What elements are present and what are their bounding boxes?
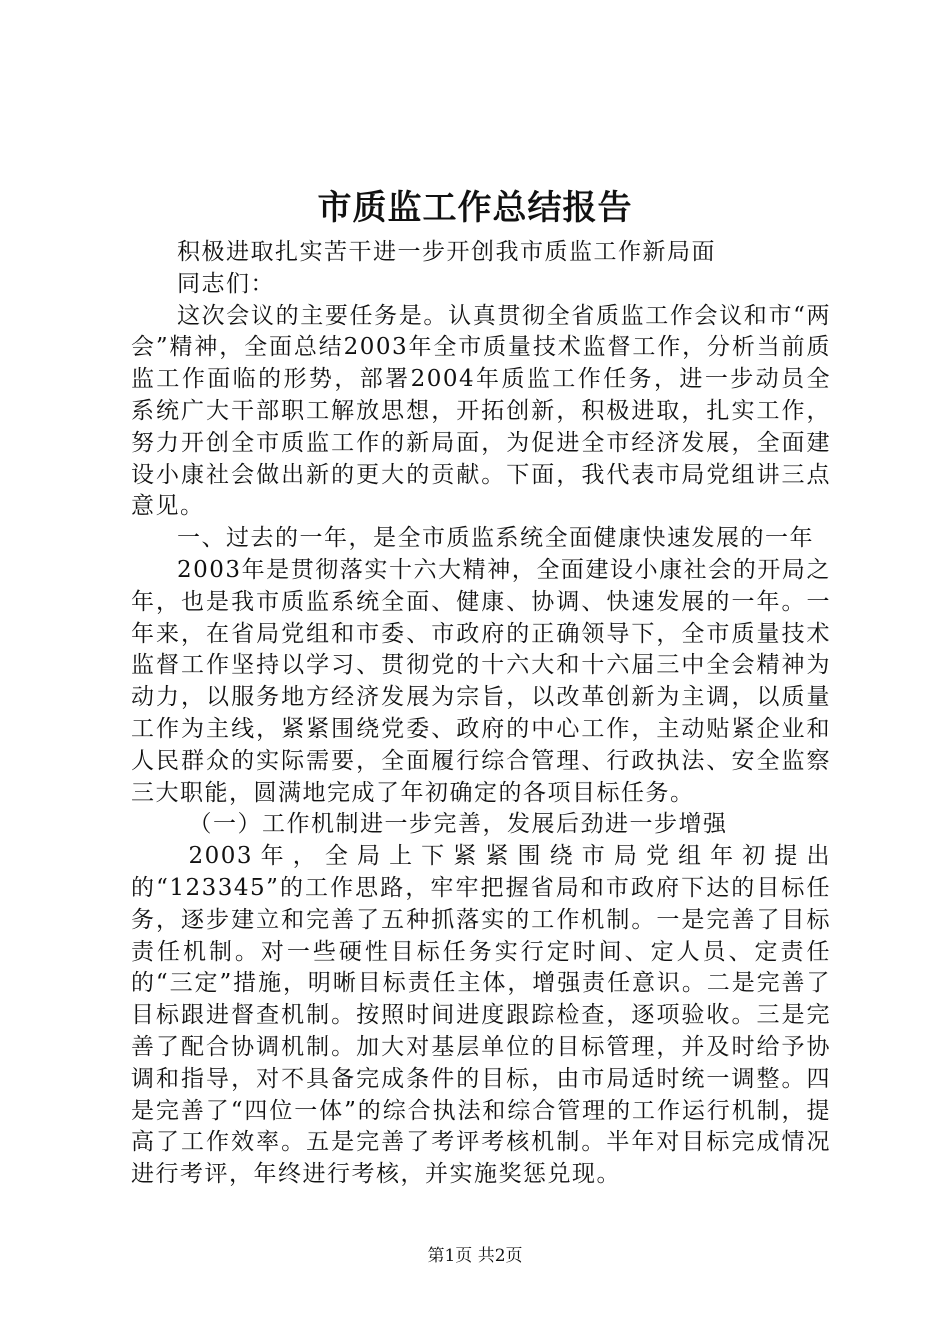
page-footer: 第1页 共2页 [427, 1246, 523, 1266]
document-body [131, 237, 831, 1191]
subsection-heading-1: （一）工作机制进一步完善，发展后劲进一步增强 [188, 811, 728, 838]
subtitle-paragraph: 积极进取扎实苦干进一步开创我市质监工作新局面 [177, 239, 716, 265]
intro-paragraph: 这次会议的主要任务是。认真贯彻全省质监工作会议和市“两会”精神，全面总结2003年全市质量技术监督工作，分析当前质监工作面临的形势，部署2004年质监工作任务，进一步动员全系统广大干部职工解放思想，开拓创新，积极进取，扎实工作，努力开创全市质监工作的新局面，为促进全市经济发展，全面建设小康社会做出新的更大的贡献。下面，我代表市局党组讲三点意见。 [131, 302, 831, 520]
section-heading-1: 一、过去的一年，是全市质监系统全面健康快速发展的一年 [177, 525, 814, 552]
salutation-paragraph: 同志们： [177, 270, 275, 297]
body-paragraph-mechanism: 2003年，全局上下紧紧围绕市局党组年初提出的“123345”的工作思路，牢牢把握省局和市政府下达的目标任务，逐步建立和完善了五种抓落实的工作机制。一是完善了目标责任机制。对一些硬性目标任务实行定时间、定人员、定责任的“三定”措施，明晰目标责任主体，增强责任意识。二是完善了目标跟进督查机制。按照时间进度跟踪检查，逐项验收。三是完善了配合协调机制。加大对基层单位的目标管理，并及时给予协调和指导，对不具备完成条件的目标，由市局适时统一调整。四是完善了“四位一体”的综合执法和综合管理的工作运行机制，提高了工作效率。五是完善了考评考核机制。半年对目标完成情况进行考评，年终进行考核，并实施奖惩兑现。 [131, 843, 831, 1188]
body-paragraph-2003: 2003年是贯彻落实十六大精神，全面建设小康社会的开局之年，也是我市质监系统全面、健康、协调、快速发展的一年。一年来，在省局党组和市委、市政府的正确领导下，全市质量技术监督工作坚持以学习、贯彻党的十六大和十六届三中全会精神为动力，以服务地方经济发展为宗旨，以改革创新为主调，以质量工作为主线，紧紧围绕党委、政府的中心工作，主动贴紧企业和人民群众的实际需要，全面履行综合管理、行政执法、安全监察三大职能，圆满地完成了年初确定的各项目标任务。 [131, 556, 831, 806]
document-title: 市质监工作总结报告 [317, 188, 633, 228]
